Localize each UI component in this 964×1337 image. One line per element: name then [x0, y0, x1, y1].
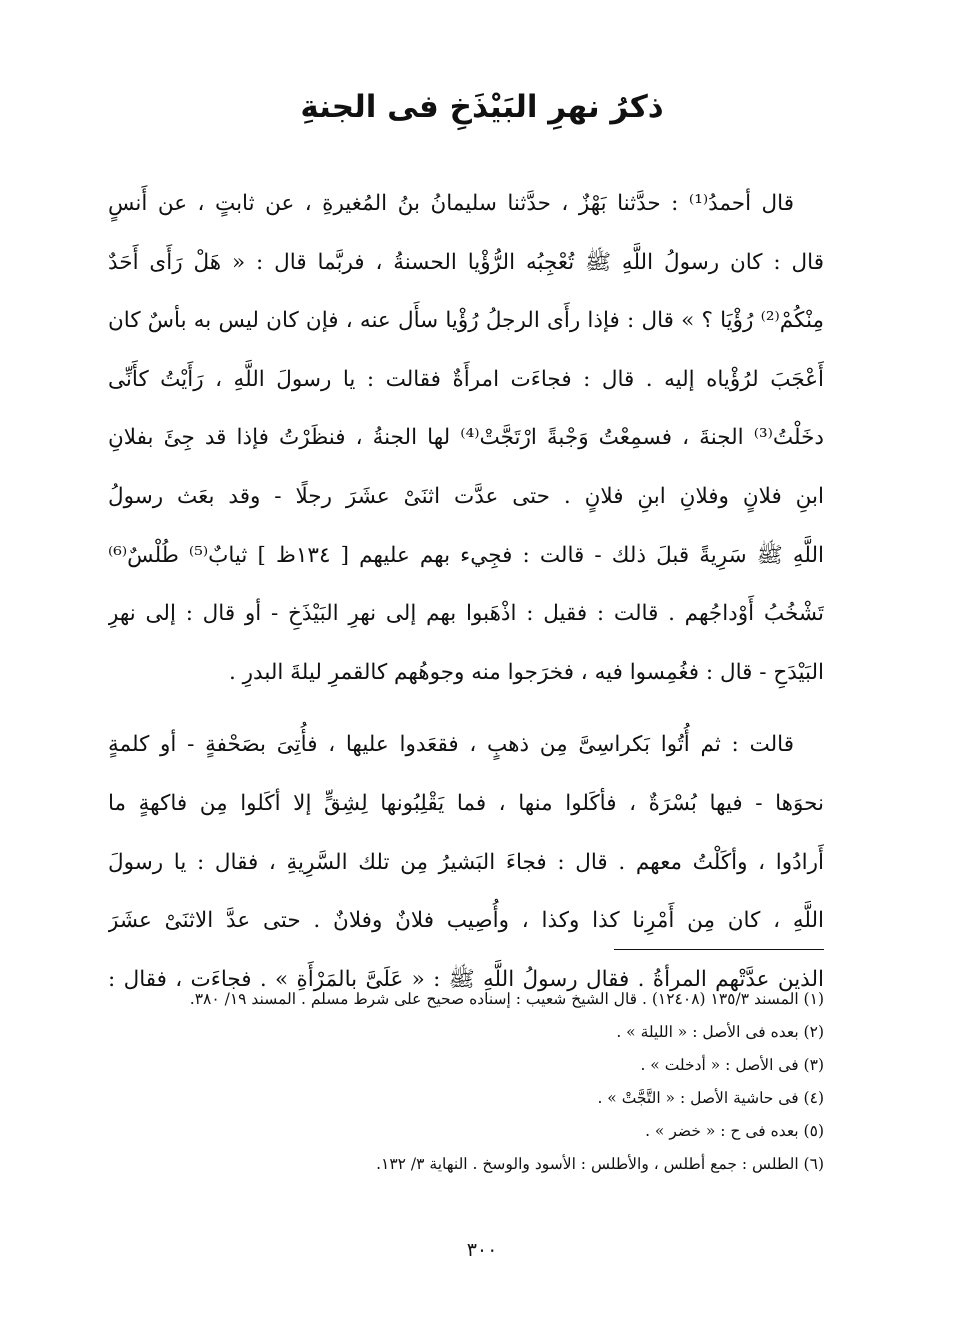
text-line: نحوَها - فيها بُسْرَةٌ ، فأكَلوا منها ، فما يَقْلِبُونها لِشِقٍّ إلا أكَلوا مِن فاكهةٍ ما — [108, 790, 824, 816]
paragraph — [108, 716, 824, 1009]
text-line: مِنْكُمْ⁽²⁾ رُؤْيَا ؟ » قال : فإذا رأَى الرجلُ رُؤْيا سأَل عنه ، فإن كان ليس به بأسٌ كان — [108, 308, 824, 334]
text-line: البَيْدَحِ - قال : فغُمِسوا فيه ، فخرَجوا منه وجوهُهم كالقمرِ ليلةَ البدرِ . — [229, 659, 824, 685]
text-line: اللَّهِ ﷺ سَرِيةً قبلَ ذلك - قالت : فجِيء بهم عليهم [ ١٣٤ظ ] ثيابٌ⁽⁵⁾ طُلْسٌ⁽⁶⁾ — [108, 542, 824, 568]
chapter-title: ذكرُ نهرِ البَيْذَخِ فى الجنةِ — [300, 89, 664, 125]
text-line: قال : كان رسولُ اللَّهِ ﷺ تُعْجِبُه الرُّؤْيا الحسنةُ ، فربَّما قال : « هَلْ رَأَى أَحَدٌ — [108, 249, 824, 275]
text-line: قال أحمدُ⁽¹⁾ : حدَّثنا بَهْزٌ ، حدَّثنا سليمانُ بنُ المُغيرةِ ، عن ثابتٍ ، عن أَنسٍ — [108, 191, 795, 216]
text-line: قالت : ثم أُتُوا بَكراسِىَّ مِن ذهبٍ ، فقعَدوا عليها ، فأُتِىَ بصَحْفةٍ - أو كلمةٍ — [108, 732, 794, 758]
footnote: (٢) بعده فى الأصل : « الليلة » . — [616, 1023, 824, 1041]
text-line: تَشْخُبُ أَوْداجُهم . قالت : فقيل : اذْهَبوا بهم إلى نهرِ البَيْذَخِ - أو قال : إلى نهرِ — [108, 601, 824, 627]
footnote: (٤) فى حاشية الأصل : « التَّجَّتْ » . — [597, 1089, 824, 1107]
footnote: (١) المسند ١٣٥/٣ (١٢٤٠٨) . قال الشيخ شعيب : إسناده صحيح على شرط مسلم . المسند ١٩/ ٣٨٠. — [189, 990, 824, 1008]
paragraph-gap — [108, 702, 824, 716]
footnote: (٥) بعده فى ح : « خضر » . — [645, 1122, 824, 1140]
footnotes — [150, 983, 824, 1181]
footnote-divider — [614, 949, 824, 950]
footnote: (٣) فى الأصل : « أدخلت » . — [640, 1056, 824, 1074]
page-number: ٣٠٠ — [466, 1239, 498, 1261]
text-line: أَعْجَبَ لرُؤْياه إليه . قال : فجاءَت امرأَةٌ فقالت : يا رسولَ اللَّهِ ، رَأَيْتُ كأَنِّى — [108, 366, 824, 392]
footnote: (٦) الطلس : جمع أطلس ، والأطلس : الأسود والوسخ . النهاية ٣/ ١٣٢. — [376, 1155, 824, 1173]
body-text — [108, 175, 824, 1009]
text-line: اللَّهِ ، كان مِن أَمْرِنا كذا وكذا ، وأُصِيب فلانٌ وفلانٌ . حتى عدَّ الاثنَىْ عشَرَ — [108, 908, 824, 934]
text-line: الذين عدَّتْهم المرأةُ . فقال رسولُ اللَّهِ ﷺ : « عَلَىَّ بالمَرْأَةِ » . فجاءَت ، فقال : — [108, 966, 824, 992]
text-line: ابنِ فلانٍ وفلانِ ابنِ فلانٍ . حتى عدَّت اثنَىْ عشَرَ رجلًا - وقد بعَث رسولُ — [108, 483, 824, 509]
text-line: أَرادُوا ، وأكَلْتُ معهم . قال : فجاءَ البَشيرُ مِن تلك السَّرِيةِ ، فقال : يا رسولَ — [108, 849, 824, 875]
paragraph — [108, 175, 824, 702]
text-line: دخَلْتُ⁽³⁾ الجنةَ ، فسمِعْتُ وَجْبةً ارْتَجَّتْ⁽⁴⁾ لها الجنةُ ، فنظَرْتُ فإذا قد جِئَ بفلانِ — [108, 425, 824, 451]
